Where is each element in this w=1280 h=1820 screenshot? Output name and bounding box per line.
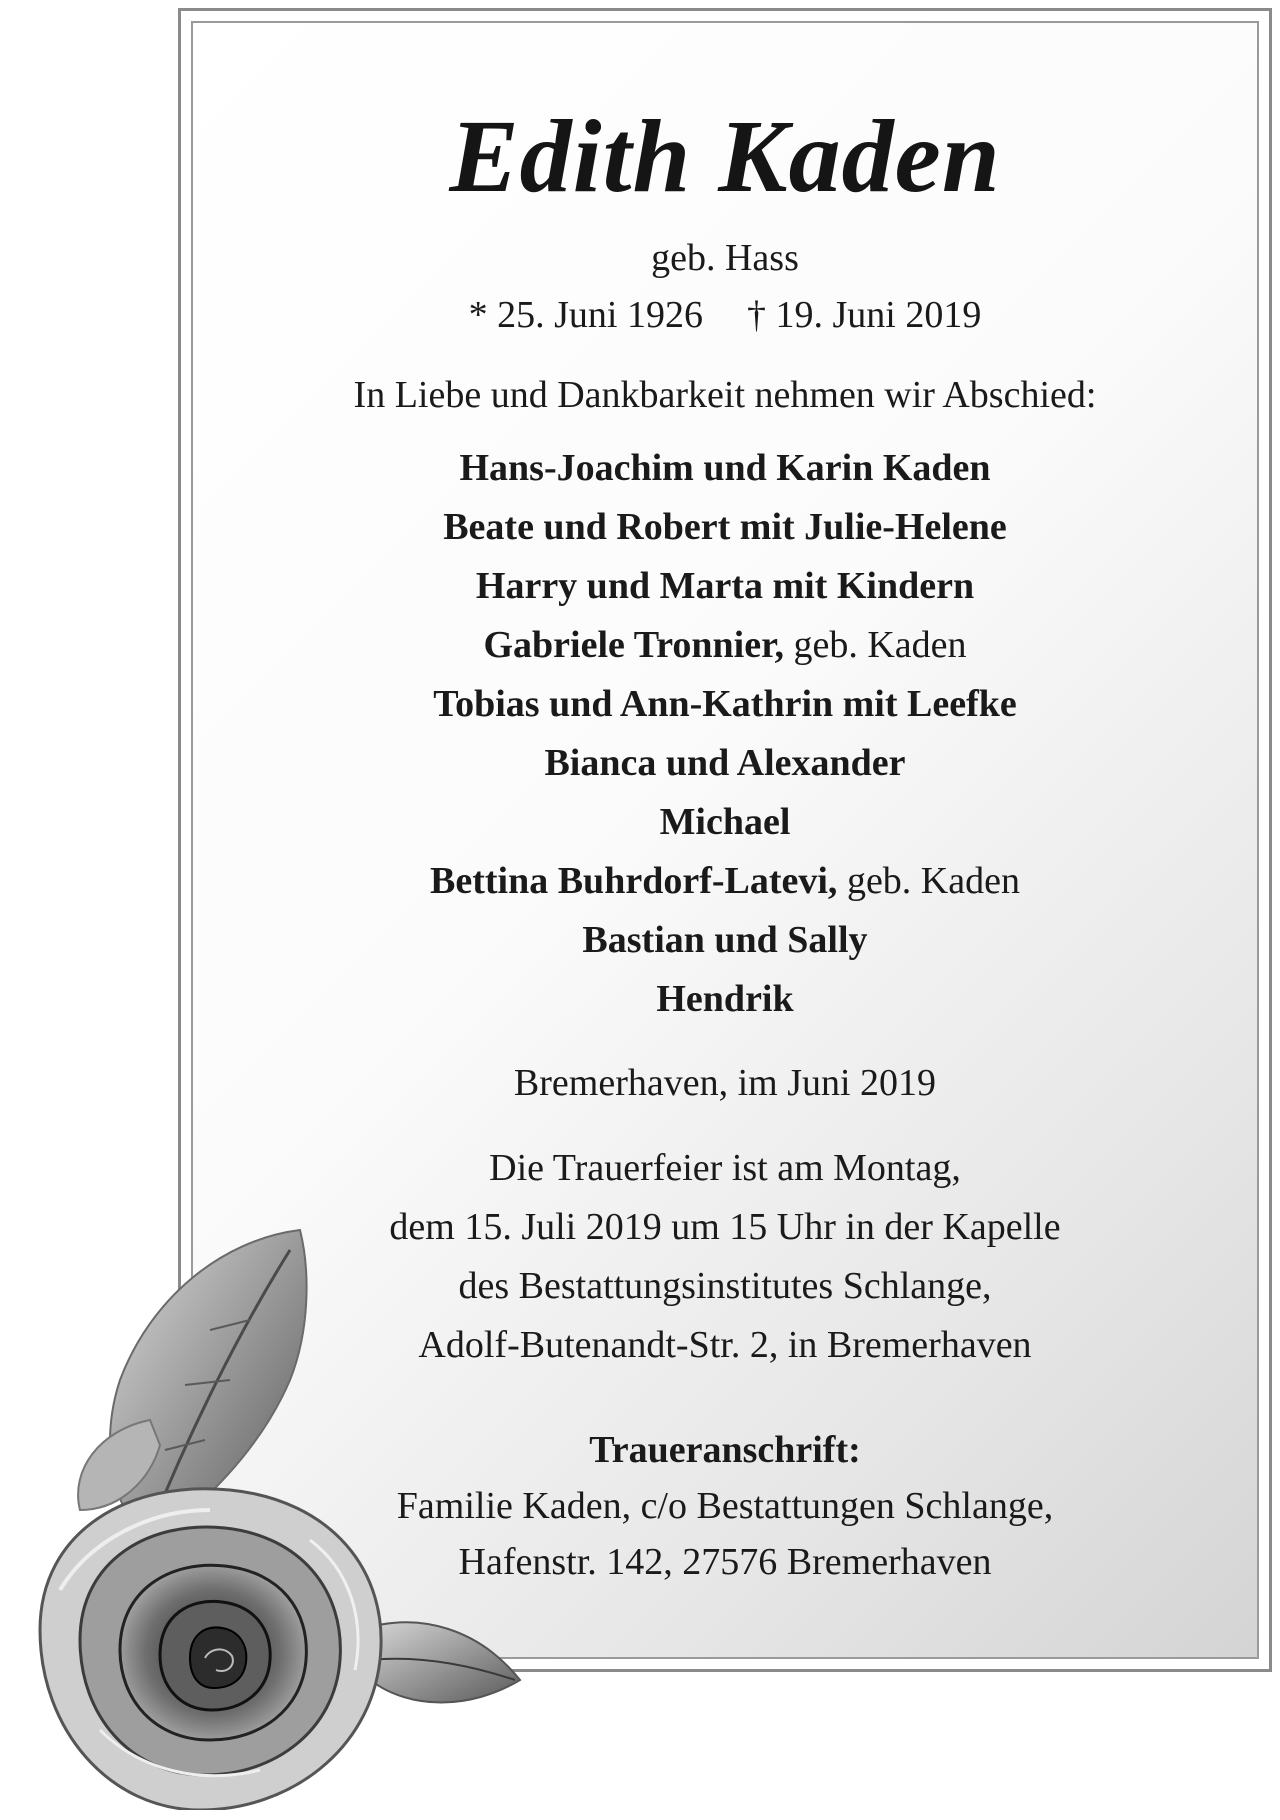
mourner-line: Tobias und Ann-Kathrin mit Leefke [433,683,1017,725]
rose-bloom [40,1489,381,1810]
life-dates [188,293,1262,339]
mourner-line: Hans-Joachim und Karin Kaden [459,447,991,489]
deceased-name: Edith Kaden [449,99,1001,214]
place-date: Bremerhaven, im Juni 2019 [513,1062,937,1104]
address-line: Hafenstr. 142, 27576 Bremerhaven [458,1541,992,1583]
mourner-line: Bianca und Alexander [544,742,906,784]
mourner-line: Hendrik [656,978,794,1020]
mourner-line: Bettina Buhrdorf-Latevi, geb. Kaden [430,860,1020,902]
mourner-line: Harry und Marta mit Kindern [475,565,975,607]
ceremony-line: Die Trauerfeier ist am Montag, [489,1147,961,1189]
mourner-line: Michael [659,801,791,843]
maiden-name: geb. Hass [651,237,799,279]
ceremony-line: dem 15. Juli 2019 um 15 Uhr in der Kapelle [389,1206,1061,1248]
death-date: † 19. Juni 2019 [747,294,982,336]
mourner-line: Beate und Robert mit Julie-Helene [443,506,1007,548]
address-line: Familie Kaden, c/o Bestattungen Schlange, [396,1485,1054,1527]
ceremony-line: des Bestattungsinstitutes Schlange, [458,1265,992,1307]
farewell-line: In Liebe und Dankbarkeit nehmen wir Abschied: [353,374,1097,416]
mourner-line: Bastian und Sally [582,919,868,961]
rose-illustration [0,1210,560,1810]
ceremony-line: Adolf-Butenandt-Str. 2, in Bremerhaven [418,1324,1032,1366]
birth-date: * 25. Juni 1926 [468,294,703,336]
mourner-line: Gabriele Tronnier, geb. Kaden [483,624,967,666]
address-heading: Traueranschrift: [589,1429,861,1471]
